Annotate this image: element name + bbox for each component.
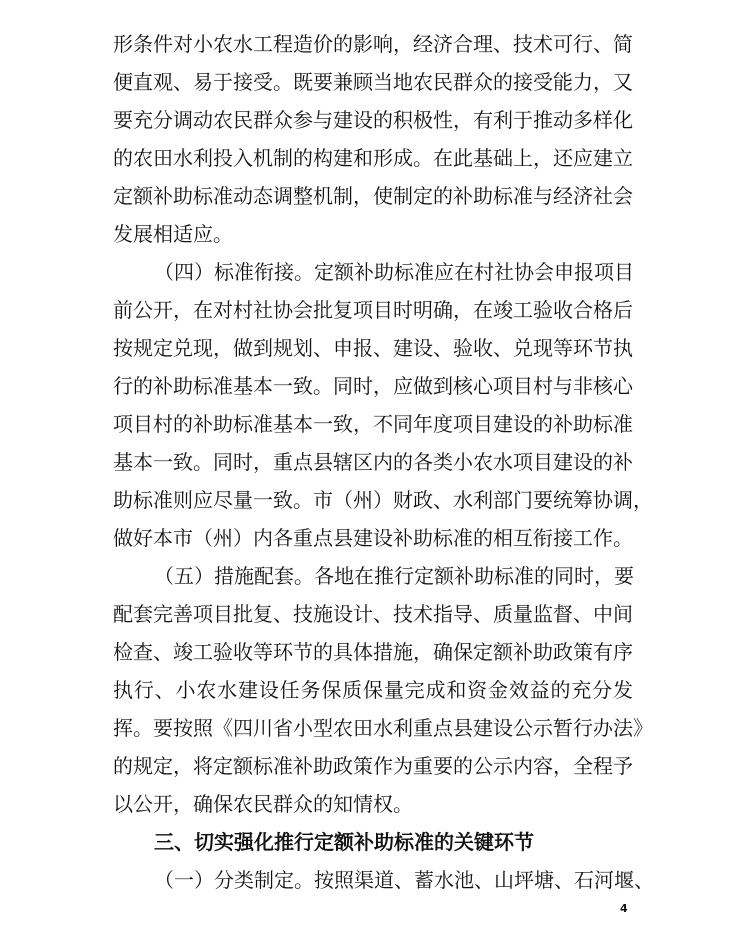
paragraph-3-line-7: 以公开，确保农民群众的知情权。 — [113, 792, 413, 816]
paragraph-1-line-3: 要充分调动农民群众参与建设的积极性，有利于推动多样化 — [113, 108, 633, 132]
paragraph-2-line-6: 基本一致。同时，重点县辖区内的各类小农水项目建设的补 — [113, 450, 633, 474]
paragraph-1-line-2: 便直观、易于接受。既要兼顾当地农民群众的接受能力，又 — [113, 70, 633, 94]
paragraph-2-line-8: 做好本市（州）内各重点县建设补助标准的相互衔接工作。 — [113, 526, 633, 550]
paragraph-1-line-5: 定额补助标准动态调整机制，使制定的补助标准与经济社会 — [113, 184, 633, 208]
paragraph-3-line-1: （五）措施配套。各地在推行定额补助标准的同时，要 — [154, 564, 634, 588]
paragraph-3-line-4: 执行、小农水建设任务保质保量完成和资金效益的充分发 — [113, 678, 633, 702]
paragraph-3-line-2: 配套完善项目批复、技施设计、技术指导、质量监督、中间 — [113, 602, 633, 626]
section-heading: 三、切实强化推行定额补助标准的关键环节 — [154, 830, 534, 854]
paragraph-2-line-7: 助标准则应尽量一致。市（州）财政、水利部门要统筹协调， — [113, 488, 653, 512]
paragraph-2-line-5: 项目村的补助标准基本一致，不同年度项目建设的补助标准 — [113, 412, 633, 436]
paragraph-3-line-6: 的规定，将定额标准补助政策作为重要的公示内容，全程予 — [113, 754, 633, 778]
paragraph-2-line-3: 按规定兑现，做到规划、申报、建设、验收、兑现等环节执 — [113, 336, 633, 360]
paragraph-1-line-6: 发展相适应。 — [113, 222, 233, 246]
paragraph-2-line-4: 行的补助标准基本一致。同时，应做到核心项目村与非核心 — [113, 374, 633, 398]
paragraph-3-line-5: 挥。要按照《四川省小型农田水利重点县建设公示暂行办法》 — [113, 716, 653, 740]
paragraph-3-line-3: 检查、竣工验收等环节的具体措施，确保定额补助政策有序 — [113, 640, 633, 664]
paragraph-1-line-1: 形条件对小农水工程造价的影响，经济合理、技术可行、简 — [113, 32, 633, 56]
paragraph-2-line-2: 前公开，在对村社协会批复项目时明确，在竣工验收合格后 — [113, 298, 633, 322]
page-number: 4 — [620, 902, 628, 915]
paragraph-4-line-1: （一）分类制定。按照渠道、蓄水池、山坪塘、石河堰、 — [154, 868, 654, 892]
paragraph-1-line-4: 的农田水利投入机制的构建和形成。在此基础上，还应建立 — [113, 146, 633, 170]
paragraph-2-line-1: （四）标准衔接。定额补助标准应在村社协会申报项目 — [154, 260, 634, 284]
